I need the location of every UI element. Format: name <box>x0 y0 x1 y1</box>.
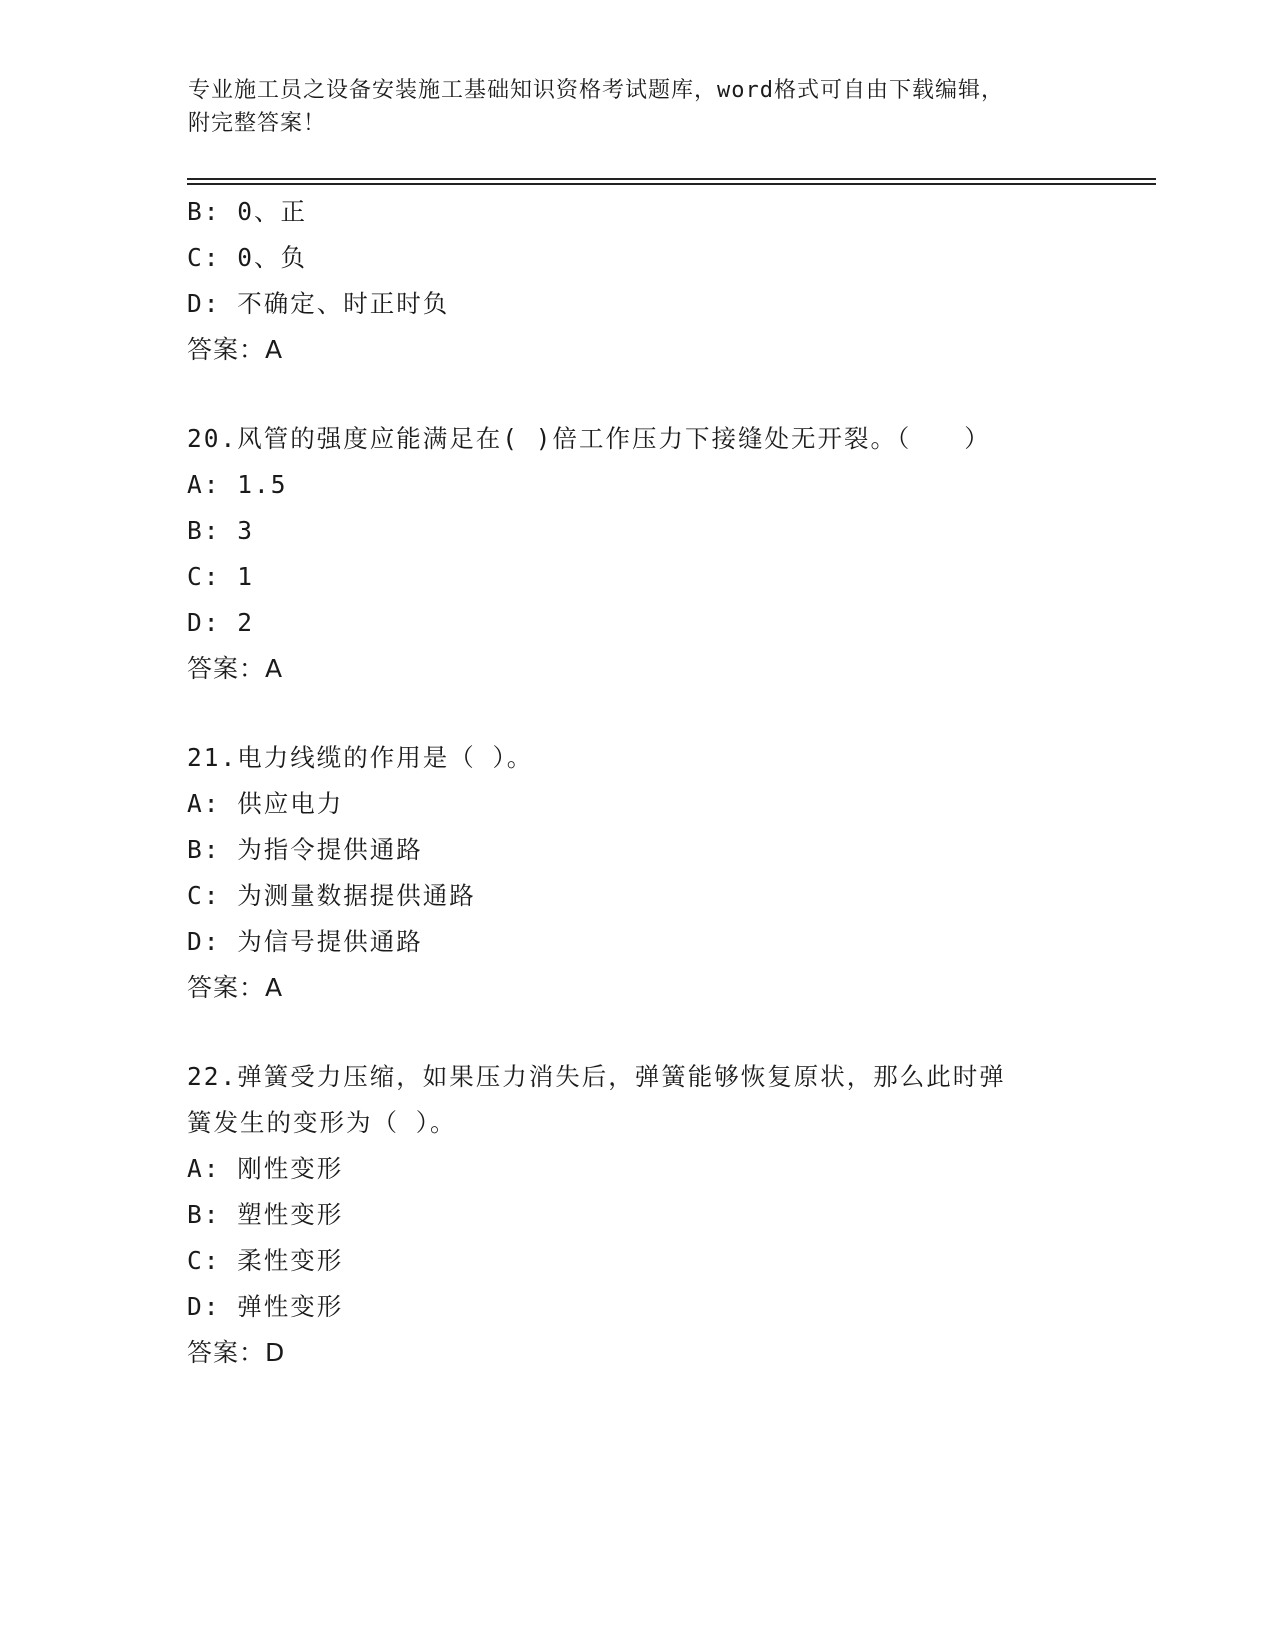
header-divider-bottom <box>187 183 1156 185</box>
option-a: A: 1.5 <box>187 470 288 499</box>
option-a: A: 刚性变形 <box>187 1154 344 1183</box>
answer: 答案：D <box>187 1338 286 1367</box>
header-divider-top <box>187 178 1156 180</box>
question-22 <box>187 1054 1087 1376</box>
option-b: B: 3 <box>187 516 255 545</box>
option-c: C: 为测量数据提供通路 <box>187 881 476 910</box>
header-line-2: 附完整答案！ <box>188 111 327 136</box>
question-19-tail <box>187 189 1087 373</box>
option-c: C: 1 <box>187 562 255 591</box>
question-21 <box>187 735 1087 1011</box>
answer: 答案：A <box>187 973 284 1002</box>
option-c: C: 柔性变形 <box>187 1246 344 1275</box>
option-b: B: 0、正 <box>187 197 308 226</box>
option-b: B: 为指令提供通路 <box>187 835 423 864</box>
question-stem: 21.电力线缆的作用是（ ）。 <box>187 743 534 772</box>
question-list <box>187 189 1087 1376</box>
option-d: D: 弹性变形 <box>187 1292 344 1321</box>
option-a: A: 供应电力 <box>187 789 344 818</box>
question-20 <box>187 416 1087 692</box>
question-stem-line-2: 簧发生的变形为（ ）。 <box>187 1108 457 1137</box>
spacer <box>187 1011 1087 1054</box>
option-d: D: 为信号提供通路 <box>187 927 423 956</box>
header-line-1: 专业施工员之设备安装施工基础知识资格考试题库，word格式可自由下载编辑， <box>188 78 1004 103</box>
spacer <box>187 692 1087 735</box>
answer: 答案：A <box>187 654 284 683</box>
option-d: D: 2 <box>187 608 255 637</box>
option-b: B: 塑性变形 <box>187 1200 344 1229</box>
answer: 答案：A <box>187 335 284 364</box>
document-header <box>188 74 1088 140</box>
option-d: D: 不确定、时正时负 <box>187 289 450 318</box>
question-stem-line-1: 22.弹簧受力压缩，如果压力消失后，弹簧能够恢复原状，那么此时弹 <box>187 1062 1006 1091</box>
option-c: C: 0、负 <box>187 243 308 272</box>
spacer <box>187 373 1087 416</box>
question-stem: 20.风管的强度应能满足在( )倍工作压力下接缝处无开裂。（ ） <box>187 424 991 453</box>
